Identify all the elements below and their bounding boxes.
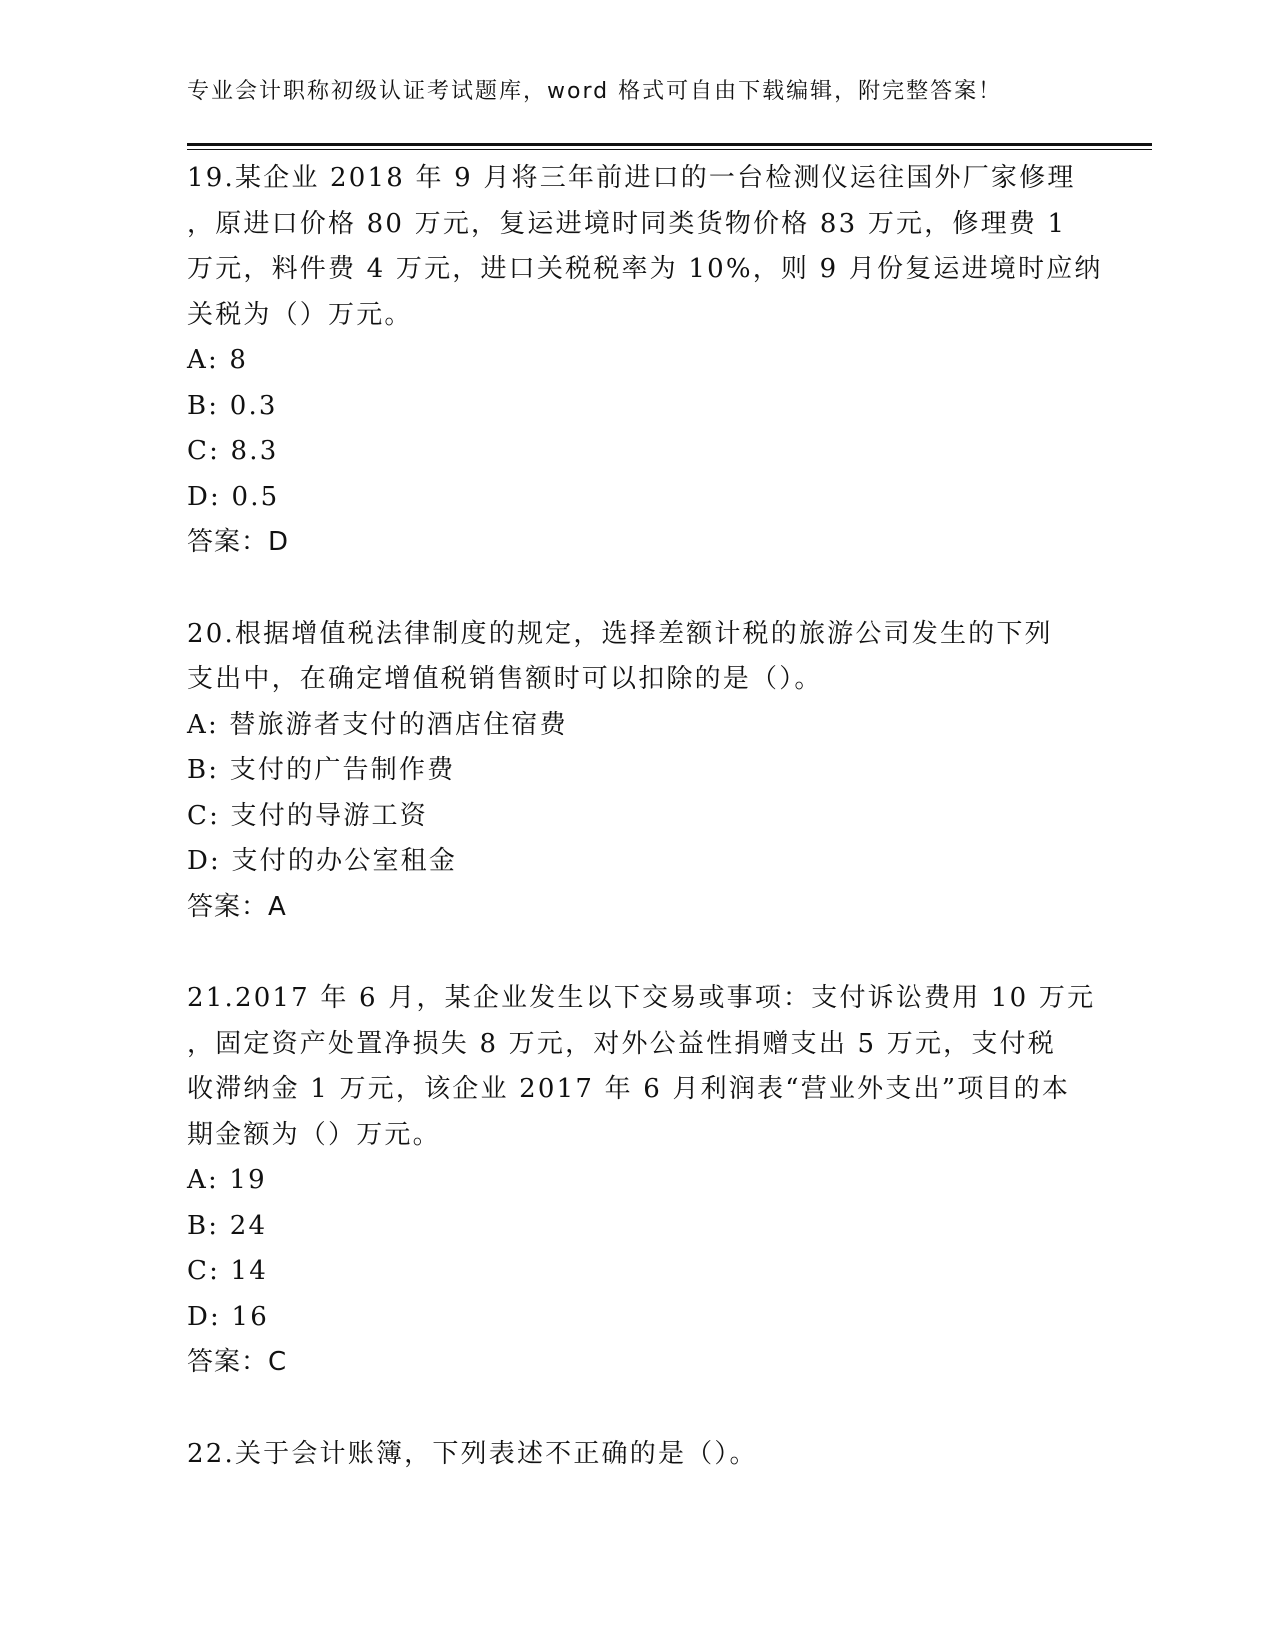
option-a: A: 19 (187, 1165, 267, 1195)
option-c: C: 支付的导游工资 (187, 800, 428, 831)
question-text-line: 22.关于会计账簿，下列表述不正确的是（）。 (187, 1438, 758, 1469)
answer: 答案：A (187, 891, 287, 922)
header-rule-thin (187, 149, 1152, 150)
option-b: B: 24 (187, 1210, 268, 1241)
option-c: C: 8.3 (187, 436, 279, 466)
question-text-line: 关税为（）万元。 (187, 299, 413, 330)
document-page (187, 0, 1152, 1650)
option-c: C: 14 (187, 1256, 269, 1286)
answer: 答案：C (187, 1347, 288, 1377)
question-text-line: ，原进口价格 80 万元，复运进境时同类货物价格 83 万元，修理费 1 (187, 208, 1067, 239)
question-text-line: 21.2017 年 6 月，某企业发生以下交易或事项：支付诉讼费用 10 万元 (187, 983, 1096, 1013)
option-d: D: 支付的办公室租金 (187, 846, 458, 876)
question-text-line: 19.某企业 2018 年 9 月将三年前进口的一台检测仪运往国外厂家修理 (187, 163, 1076, 193)
option-a: A: 替旅游者支付的酒店住宿费 (187, 709, 568, 740)
question-text-line: 期金额为（）万元。 (187, 1119, 441, 1150)
question-text-line: ，固定资产处置净损失 8 万元，对外公益性捐赠支出 5 万元，支付税 (187, 1028, 1056, 1059)
question-20 (187, 612, 1087, 931)
answer: 答案：D (187, 527, 290, 557)
question-text-line: 万元，料件费 4 万元，进口关税税率为 10%，则 9 月份复运进境时应纳 (187, 254, 1103, 284)
question-19 (187, 156, 1103, 566)
page-header: 专业会计职称初级认证考试题库，word 格式可自由下载编辑，附完整答案！ (187, 79, 1003, 104)
option-b: B: 0.3 (187, 390, 278, 421)
question-22 (187, 1432, 1087, 1478)
question-21 (187, 976, 1096, 1386)
question-text-line: 20.根据增值税法律制度的规定，选择差额计税的旅游公司发生的下列 (187, 618, 1053, 649)
question-text-line: 收滞纳金 1 万元，该企业 2017 年 6 月利润表“营业外支出”项目的本 (187, 1074, 1071, 1104)
question-list (187, 156, 1103, 1523)
option-d: D: 0.5 (187, 481, 280, 512)
option-a: A: 8 (187, 345, 249, 375)
header-rule-thick (187, 143, 1152, 146)
option-d: D: 16 (187, 1301, 269, 1332)
option-b: B: 支付的广告制作费 (187, 755, 456, 785)
question-text-line: 支出中，在确定增值税销售额时可以扣除的是（）。 (187, 664, 823, 694)
